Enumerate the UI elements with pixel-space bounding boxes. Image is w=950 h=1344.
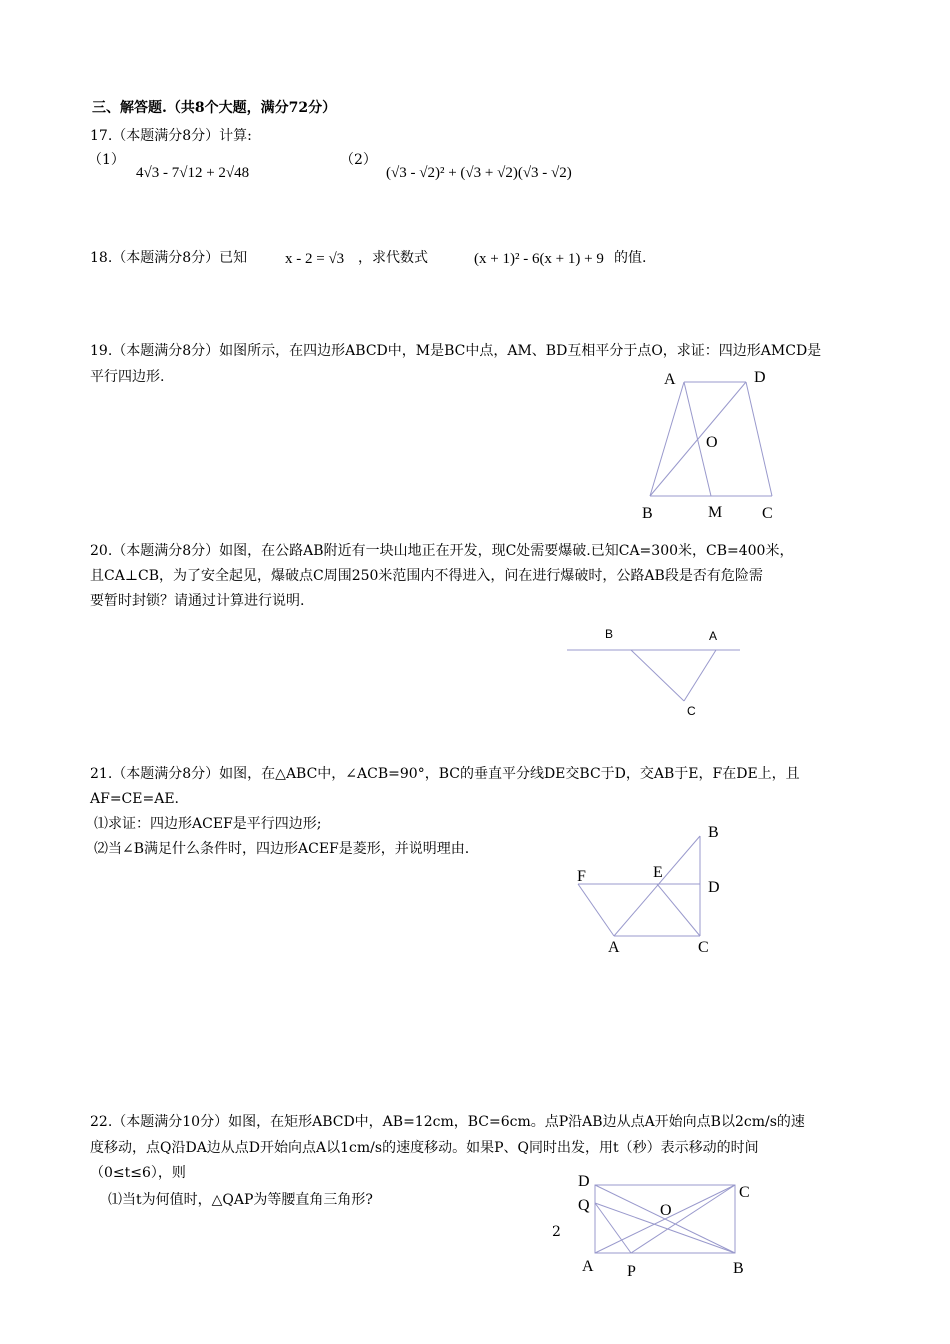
page-number: 2 <box>552 1224 561 1240</box>
q18-heading: 18.（本题满分8分）已知 <box>90 250 248 266</box>
q21-line-1: 21.（本题满分8分）如图，在△ABC中，∠ACB=90°，BC的垂直平分线DE交BC于D，交AB于E，F在DE上，且 <box>90 766 800 782</box>
q22-line-2: 度移动，点Q沿DA边从点D开始向点A以1cm/s的速度移动。如果P、Q同时出发，用t（秒）表示移动的时间 <box>90 1140 759 1156</box>
q18-expression: (x + 1)² - 6(x + 1) + 9 <box>474 251 604 267</box>
q17-part2-label: （2） <box>340 152 377 168</box>
q19-label-O: O <box>706 434 718 451</box>
q20-label-C: C <box>687 704 696 718</box>
q21-part-2: ⑵当∠B满足什么条件时，四边形ACEF是菱形，并说明理由. <box>94 841 470 857</box>
q22-label-Q: Q <box>578 1197 590 1214</box>
q17-expression-2: (√3 - √2)² + (√3 + √2)(√3 - √2) <box>386 165 572 181</box>
q20-label-A: A <box>709 629 718 643</box>
q18-tail-text: 的值. <box>614 250 647 266</box>
q22-label-C: C <box>739 1184 750 1201</box>
q21-label-E: E <box>653 864 663 881</box>
q22-label-D: D <box>578 1173 590 1190</box>
q21-part-1: ⑴求证：四边形ACEF是平行四边形; <box>94 816 322 832</box>
section-title: 三、解答题.（共8个大题，满分72分） <box>92 100 337 116</box>
q19-line-1: 19.（本题满分8分）如图所示，在四边形ABCD中，M是BC中点，AM、BD互相平分于点O，求证：四边形AMCD是 <box>90 343 822 359</box>
q17-expression-1: 4√3 - 7√12 + 2√48 <box>136 165 250 181</box>
q18-mid-text: ，求代数式 <box>358 250 428 266</box>
q19-label-A: A <box>664 371 676 388</box>
q19-label-C: C <box>762 505 773 522</box>
q19-label-M: M <box>708 504 723 521</box>
q20-line-2: 且CA⊥CB，为了安全起见，爆破点C周围250米范围内不得进入，问在进行爆破时，公路AB段是否有危险需 <box>90 568 763 584</box>
q22-label-P: P <box>627 1263 636 1280</box>
q22-part-1: ⑴当t为何值时，△QAP为等腰直角三角形? <box>108 1192 373 1208</box>
q21-label-D: D <box>708 879 720 896</box>
q22-line-1: 22.（本题满分10分）如图，在矩形ABCD中，AB=12cm，BC=6cm。点P沿AB边从点A开始向点B以2cm/s的速 <box>90 1114 805 1130</box>
q21-line-2: AF=CE=AE. <box>90 791 179 807</box>
q20-line-1: 20.（本题满分8分）如图，在公路AB附近有一块山地正在开发，现C处需要爆破.已知CA=300米，CB=400米， <box>90 543 794 559</box>
q20-label-B: B <box>605 627 614 641</box>
q17-part1-label: （1） <box>88 152 125 168</box>
q22-line-3: （0≤t≤6），则 <box>90 1165 186 1181</box>
q19-label-D: D <box>754 369 766 386</box>
q20-line-3: 要暂时封锁？请通过计算进行说明. <box>90 593 305 609</box>
q19-label-B: B <box>642 505 653 522</box>
q17-heading: 17.（本题满分8分）计算: <box>90 128 252 144</box>
q21-label-A: A <box>608 939 620 956</box>
q22-label-O: O <box>660 1202 672 1219</box>
q19-line-2: 平行四边形. <box>90 369 165 385</box>
q22-label-A: A <box>582 1258 594 1275</box>
q22-label-B: B <box>733 1260 744 1277</box>
q18-condition: x - 2 = √3 <box>285 251 345 267</box>
q21-label-C: C <box>698 939 709 956</box>
q21-label-F: F <box>577 868 586 885</box>
q21-label-B: B <box>708 824 719 841</box>
